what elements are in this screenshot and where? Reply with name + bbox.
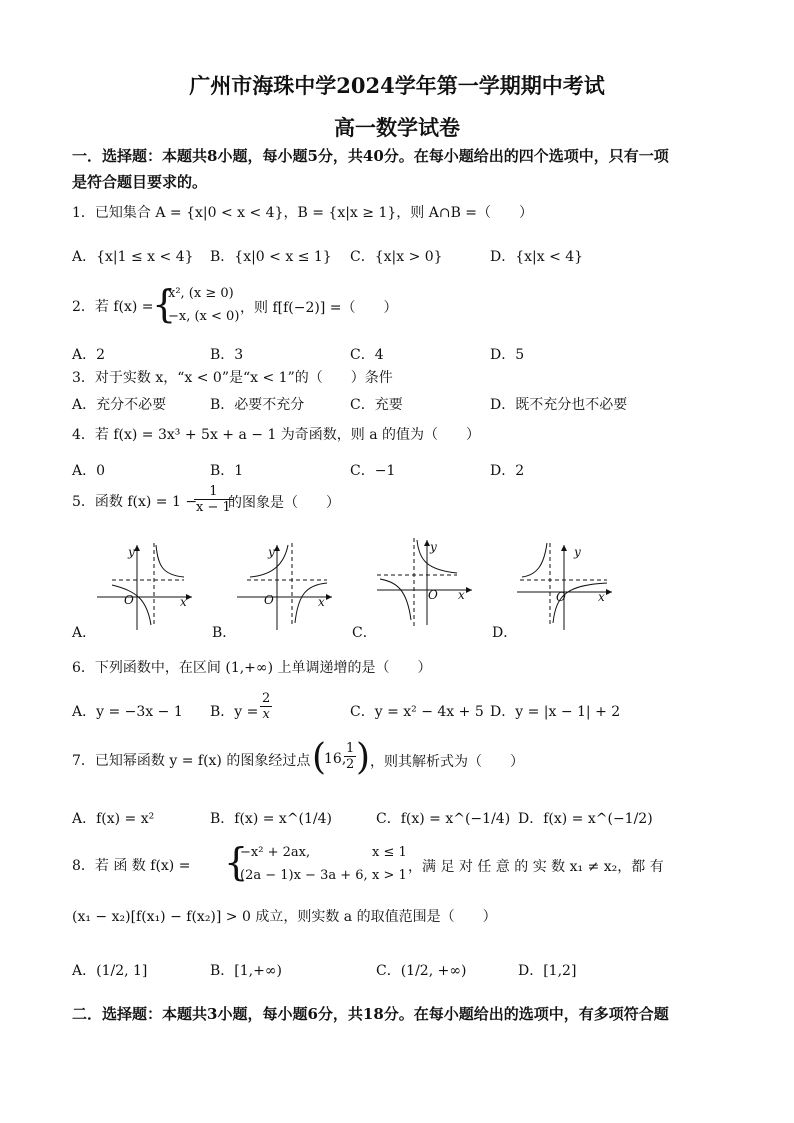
- section1-heading-line1: 一．选择题：本题共8小题，每小题5分，共40分。在每小题给出的四个选项中，只有一项: [72, 147, 669, 165]
- q5-prefix: 5．函数 f(x) = 1 −: [72, 494, 198, 510]
- q2-option-a: A．2: [72, 347, 106, 363]
- q1-option-b: B．{x|0 < x ≤ 1}: [210, 249, 332, 265]
- q1-stem: 1．已知集合 A = {x|0 < x < 4}，B = {x|x ≥ 1}，则 A∩B =（ ）: [72, 205, 534, 221]
- q7-point-denominator: 2: [346, 757, 355, 772]
- q7-point-a: 16,: [324, 751, 347, 767]
- q5-c-x-label: x: [458, 588, 465, 602]
- q5-option-c: C．: [352, 625, 377, 641]
- q8-option-b: B．[1,+∞): [210, 963, 282, 979]
- q5-c-y-label: y: [430, 540, 437, 554]
- q5-suffix: 的图象是（ ）: [228, 495, 340, 511]
- q8-brace: {: [224, 840, 249, 884]
- q2-suffix: ，则 f[f(−2)] =（ ）: [240, 300, 398, 316]
- q7-option-c: C．f(x) = x^(−1/4): [376, 811, 511, 827]
- q2-option-b: B．3: [210, 347, 244, 363]
- q4-option-a: A．0: [72, 463, 106, 479]
- q4-option-d: D．2: [490, 463, 525, 479]
- q7-point-numerator: 1: [346, 741, 355, 756]
- q6-option-b-prefix: B．y =: [210, 704, 259, 720]
- section2-heading-line1: 二．选择题：本题共3小题，每小题6分，共18分。在每小题给出的选项中，有多项符合题: [72, 1005, 669, 1023]
- q2-case2: −x, (x < 0): [168, 309, 240, 324]
- q5-d-y-label: y: [574, 545, 581, 559]
- q3-option-a: A．充分不必要: [72, 397, 167, 413]
- q5-b-y-label: y: [268, 545, 275, 559]
- q8-case2-cond: x > 1: [372, 868, 407, 883]
- q6-option-a: A．y = −3x − 1: [72, 704, 183, 720]
- q8-suffix: ，满 足 对 任 意 的 实 数 x₁ ≠ x₂，都 有: [408, 859, 664, 875]
- q7-option-a: A．f(x) = x²: [72, 811, 155, 827]
- q5-d-origin: O: [556, 590, 566, 604]
- q6-option-d: D．y = |x − 1| + 2: [490, 704, 621, 720]
- q1-option-c: C．{x|x > 0}: [350, 249, 443, 265]
- q2-option-c: C．4: [350, 347, 384, 363]
- q7-suffix: ，则其解析式为（ ）: [370, 754, 524, 770]
- q5-b-x-label: x: [318, 595, 325, 609]
- q4-option-b: B．1: [210, 463, 244, 479]
- q8-option-a: A．(1/2, 1]: [72, 963, 148, 979]
- q5-graph-d: [512, 535, 632, 635]
- q3-stem: 3．对于实数 x，“x < 0”是“x < 1”的（ ）条件: [72, 370, 393, 386]
- q3-option-b: B．必要不充分: [210, 397, 305, 413]
- q7-paren-right: ): [356, 737, 371, 778]
- q5-numerator: 1: [194, 484, 233, 500]
- q6-b-denominator: x: [262, 707, 270, 722]
- q8-case1: −x² + 2ax,: [240, 845, 311, 860]
- section1-heading-line2: 是符合题目要求的。: [72, 173, 208, 191]
- q7-option-d: D．f(x) = x^(−1/2): [518, 811, 653, 827]
- q5-option-a: A．: [72, 625, 97, 641]
- q5-d-x-label: x: [598, 590, 605, 604]
- q2-brace: {: [152, 282, 177, 326]
- q1-option-a: A．{x|1 ≤ x < 4}: [72, 249, 194, 265]
- q8-case2: (2a − 1)x − 3a + 6,: [240, 868, 368, 883]
- q7-prefix: 7．已知幂函数 y = f(x) 的图象经过点: [72, 753, 311, 769]
- q5-a-x-label: x: [180, 595, 187, 609]
- q5-fraction: [194, 484, 233, 515]
- q2-option-d: D．5: [490, 347, 525, 363]
- q5-denominator: x − 1: [196, 500, 231, 515]
- q4-stem: 4．若 f(x) = 3x³ + 5x + a − 1 为奇函数，则 a 的值为（ ）: [72, 427, 481, 443]
- q1-option-d: D．{x|x < 4}: [490, 249, 584, 265]
- q6-b-numerator: 2: [262, 691, 271, 706]
- q6-option-c: C．y = x² − 4x + 5: [350, 704, 484, 720]
- q5-option-d: D．: [492, 625, 518, 641]
- exam-subtitle: 高一数学试卷: [334, 115, 460, 140]
- q2-case1: x², (x ≥ 0): [168, 286, 234, 301]
- q5-graph-a: [92, 535, 212, 635]
- q5-b-origin: O: [264, 593, 274, 607]
- q5-c-origin: O: [428, 588, 438, 602]
- q5-a-origin: O: [124, 593, 134, 607]
- q7-point-fraction: [344, 741, 356, 772]
- q5-a-y-label: y: [128, 545, 135, 559]
- q8-prefix: 8．若 函 数 f(x) =: [72, 858, 191, 874]
- q3-option-d: D．既不充分也不必要: [490, 397, 628, 413]
- q4-option-c: C．−1: [350, 463, 396, 479]
- q6-option-b-fraction: [260, 691, 272, 722]
- q8-option-c: C．(1/2, +∞): [376, 963, 467, 979]
- q8-line2: (x₁ − x₂)[f(x₁) − f(x₂)] > 0 成立，则实数 a 的取值范围是（ ）: [72, 909, 497, 925]
- q5-graph-b: [232, 535, 352, 635]
- q2-prefix: 2．若 f(x) =: [72, 299, 154, 315]
- q7-option-b: B．f(x) = x^(1/4): [210, 811, 333, 827]
- q5-option-b: B．: [212, 625, 237, 641]
- q8-case1-cond: x ≤ 1: [372, 845, 407, 860]
- q6-stem: 6．下列函数中，在区间 (1,+∞) 上单调递增的是（ ）: [72, 660, 432, 676]
- q3-option-c: C．充要: [350, 397, 403, 413]
- q7-paren-left: (: [312, 737, 327, 778]
- q8-option-d: D．[1,2]: [518, 963, 577, 979]
- exam-title: 广州市海珠中学2024学年第一学期期中考试: [189, 73, 605, 98]
